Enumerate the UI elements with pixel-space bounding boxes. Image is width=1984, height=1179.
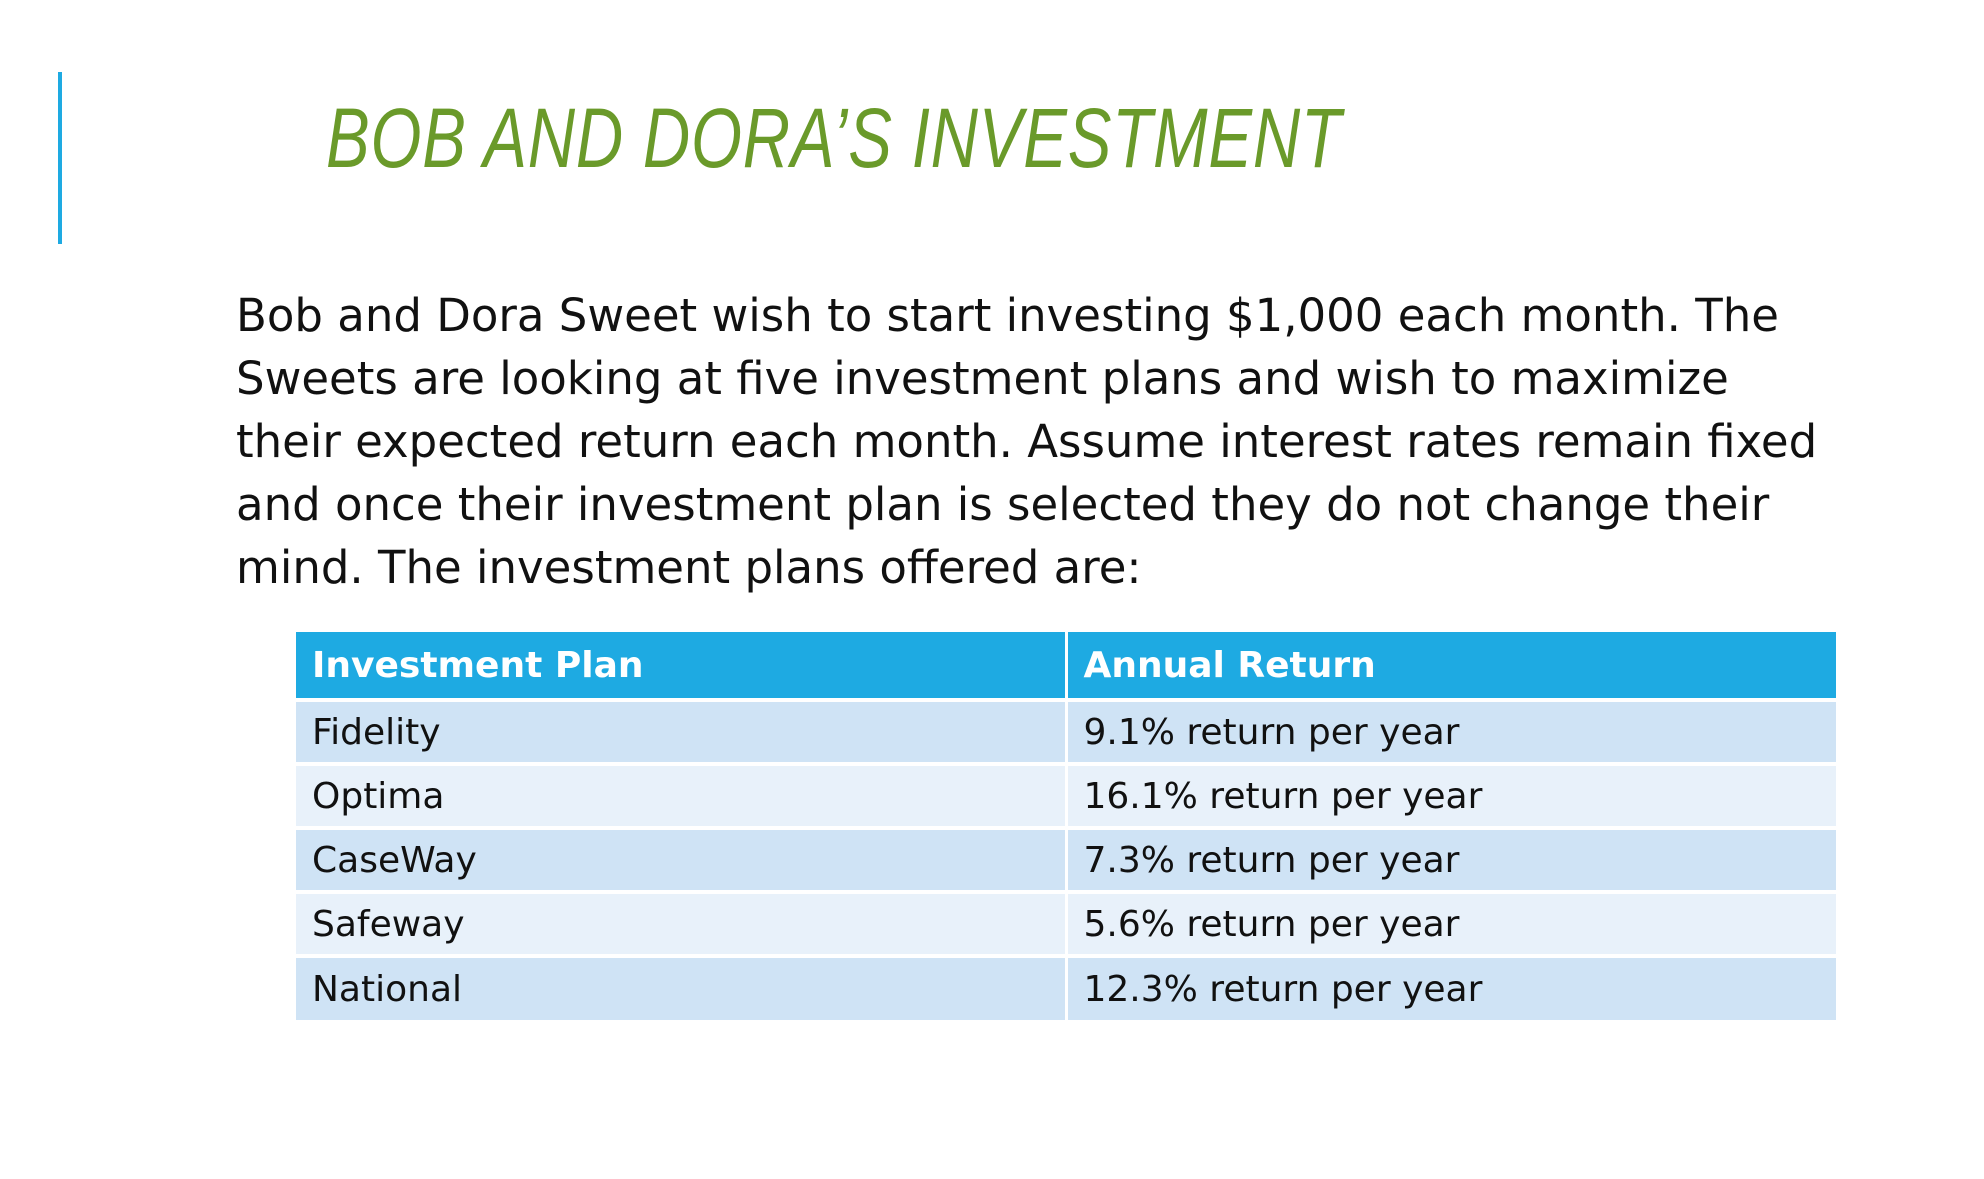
body-paragraph: Bob and Dora Sweet wish to start investing $1,000 each month. The Sweets are looking at five investment plans and wish to maximize their expected return each month. Assume interest rates remain fixed and once their investment plan is selected they do not change their mind. The investment plans offered are: bbox=[236, 289, 1818, 594]
plan-name-cell: CaseWay bbox=[296, 828, 1066, 892]
annual-return-cell: 9.1% return per year bbox=[1066, 700, 1836, 764]
annual-return-cell: 7.3% return per year bbox=[1066, 828, 1836, 892]
column-header-investment-plan: Investment Plan bbox=[296, 632, 1066, 700]
plan-name-cell: Fidelity bbox=[296, 700, 1066, 764]
investment-plans-table bbox=[296, 632, 1836, 1020]
annual-return-cell: 16.1% return per year bbox=[1066, 764, 1836, 828]
accent-bar bbox=[58, 72, 62, 244]
annual-return-cell: 12.3% return per year bbox=[1066, 956, 1836, 1020]
table-header-row bbox=[296, 632, 1836, 700]
plan-name-cell: Safeway bbox=[296, 892, 1066, 956]
plan-name-cell: Optima bbox=[296, 764, 1066, 828]
table-row bbox=[296, 700, 1836, 764]
table-row bbox=[296, 956, 1836, 1020]
slide-title: BOB AND DORA’S INVESTMENT bbox=[326, 91, 1342, 185]
column-header-annual-return: Annual Return bbox=[1066, 632, 1836, 700]
table-row bbox=[296, 828, 1836, 892]
annual-return-cell: 5.6% return per year bbox=[1066, 892, 1836, 956]
plan-name-cell: National bbox=[296, 956, 1066, 1020]
table-row bbox=[296, 764, 1836, 828]
table-row bbox=[296, 892, 1836, 956]
